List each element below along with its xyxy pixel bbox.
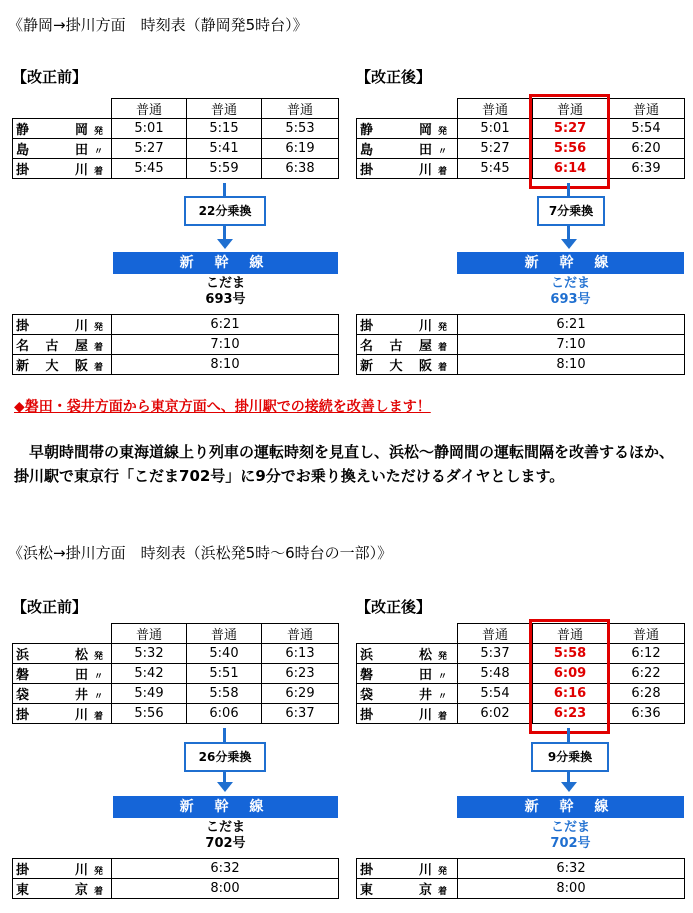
table-row xyxy=(13,879,339,899)
changed-time-cell: 6:16 xyxy=(533,684,608,704)
changed-time-cell: 6:09 xyxy=(533,664,608,684)
section2-title: 《浜松→掛川方面 時刻表（浜松発5時～6時台の一部）》 xyxy=(8,544,393,562)
section2-after-shin-table xyxy=(356,858,685,899)
time-cell: 6:06 xyxy=(187,704,262,724)
header-cell: 普通 xyxy=(608,99,685,119)
table-row xyxy=(13,159,339,179)
dep-mark: 〃 xyxy=(94,147,104,157)
train-name xyxy=(113,276,338,308)
time-cell: 5:45 xyxy=(458,159,533,179)
station-name: 浜松 xyxy=(16,648,88,663)
station-name: 島田 xyxy=(360,143,432,158)
time-cell: 7:10 xyxy=(458,335,685,355)
train-name xyxy=(457,820,684,852)
train-number: 693号 xyxy=(205,292,246,307)
section2-before-table xyxy=(12,623,339,724)
time-cell: 5:51 xyxy=(187,664,262,684)
transfer-box: 7分乗換 xyxy=(537,196,605,226)
time-cell: 6:21 xyxy=(458,315,685,335)
time-cell: 6:22 xyxy=(608,664,685,684)
station-name: 掛川 xyxy=(360,319,432,334)
transfer-box: 26分乗換 xyxy=(184,742,266,772)
table-row xyxy=(13,684,339,704)
table-row xyxy=(357,159,685,179)
dep-mark: 発 xyxy=(94,127,104,137)
arr-mark: 着 xyxy=(94,167,104,177)
table-row xyxy=(13,315,339,335)
arr-mark: 着 xyxy=(438,887,448,897)
time-cell: 5:32 xyxy=(112,644,187,664)
section2-after-label: 【改正後】 xyxy=(356,598,432,616)
time-cell: 7:10 xyxy=(112,335,339,355)
table-row xyxy=(357,315,685,335)
changed-time-cell: 6:14 xyxy=(533,159,608,179)
time-cell: 5:27 xyxy=(458,139,533,159)
time-cell: 5:58 xyxy=(187,684,262,704)
table-row xyxy=(357,335,685,355)
table-row xyxy=(13,644,339,664)
station-name: 名古屋 xyxy=(360,339,432,354)
station-name: 掛川 xyxy=(360,163,432,178)
header-cell: 普通 xyxy=(533,99,608,119)
time-cell: 6:36 xyxy=(608,704,685,724)
table-row xyxy=(13,859,339,879)
header-cell: 普通 xyxy=(458,624,533,644)
dep-mark: 〃 xyxy=(438,692,448,702)
time-cell: 6:23 xyxy=(262,664,339,684)
time-cell: 6:39 xyxy=(608,159,685,179)
train-name xyxy=(457,276,684,308)
time-cell: 5:45 xyxy=(112,159,187,179)
section2-after-table xyxy=(356,623,685,724)
time-cell: 8:10 xyxy=(458,355,685,375)
header-cell: 普通 xyxy=(187,99,262,119)
arrow-down-icon xyxy=(561,782,577,792)
time-cell: 5:42 xyxy=(112,664,187,684)
station-name: 島田 xyxy=(16,143,88,158)
arr-mark: 着 xyxy=(94,343,104,353)
station-name: 袋井 xyxy=(360,688,432,703)
time-cell: 5:01 xyxy=(458,119,533,139)
time-cell: 6:20 xyxy=(608,139,685,159)
shinkansen-bar: 新 幹 線 xyxy=(457,252,684,274)
arrow-line xyxy=(567,728,570,742)
section1-before-shin-table xyxy=(12,314,339,375)
arr-mark: 着 xyxy=(438,363,448,373)
arr-mark: 着 xyxy=(438,167,448,177)
shinkansen-bar: 新 幹 線 xyxy=(113,252,338,274)
time-cell: 6:32 xyxy=(112,859,339,879)
station-name: 磐田 xyxy=(16,668,88,683)
time-cell: 5:41 xyxy=(187,139,262,159)
table-row xyxy=(13,139,339,159)
train-name-text: こだま xyxy=(550,276,590,291)
dep-mark: 発 xyxy=(94,867,104,877)
changed-time-cell: 5:56 xyxy=(533,139,608,159)
time-cell: 6:28 xyxy=(608,684,685,704)
time-cell: 5:49 xyxy=(112,684,187,704)
arr-mark: 着 xyxy=(438,712,448,722)
time-cell: 6:38 xyxy=(262,159,339,179)
shinkansen-bar: 新 幹 線 xyxy=(457,796,684,818)
dep-mark: 発 xyxy=(438,127,448,137)
section1-before-table xyxy=(12,98,339,179)
dep-mark: 〃 xyxy=(94,692,104,702)
changed-time-cell: 5:58 xyxy=(533,644,608,664)
dep-mark: 発 xyxy=(438,652,448,662)
section1-after-table xyxy=(356,98,685,179)
dep-mark: 発 xyxy=(438,323,448,333)
time-cell: 8:10 xyxy=(112,355,339,375)
arr-mark: 着 xyxy=(94,363,104,373)
station-name: 掛川 xyxy=(360,863,432,878)
dep-mark: 〃 xyxy=(438,672,448,682)
section1-after-shin-table xyxy=(356,314,685,375)
table-row xyxy=(13,335,339,355)
dep-mark: 〃 xyxy=(94,672,104,682)
arr-mark: 着 xyxy=(94,887,104,897)
arrow-down-icon xyxy=(217,239,233,249)
dep-mark: 発 xyxy=(94,652,104,662)
header-cell: 普通 xyxy=(458,99,533,119)
table-row xyxy=(13,355,339,375)
time-cell: 5:56 xyxy=(112,704,187,724)
arrow-line xyxy=(223,224,226,240)
section1-title: 《静岡→掛川方面 時刻表（静岡発5時台）》 xyxy=(8,16,308,34)
table-row xyxy=(357,684,685,704)
table-row xyxy=(357,879,685,899)
header-cell: 普通 xyxy=(187,624,262,644)
station-name: 東京 xyxy=(16,883,88,898)
section2-before-label: 【改正前】 xyxy=(12,598,88,616)
station-name: 静岡 xyxy=(16,123,88,138)
train-number: 702号 xyxy=(205,836,246,851)
train-name-text: こだま xyxy=(205,820,245,835)
table-row xyxy=(357,355,685,375)
arr-mark: 着 xyxy=(94,712,104,722)
time-cell: 6:21 xyxy=(112,315,339,335)
time-cell: 6:19 xyxy=(262,139,339,159)
arrow-down-icon xyxy=(217,782,233,792)
table-row xyxy=(357,859,685,879)
time-cell: 6:29 xyxy=(262,684,339,704)
time-cell: 5:59 xyxy=(187,159,262,179)
time-cell: 5:48 xyxy=(458,664,533,684)
header-cell: 普通 xyxy=(112,624,187,644)
time-cell: 5:53 xyxy=(262,119,339,139)
dep-mark: 発 xyxy=(438,867,448,877)
station-name: 浜松 xyxy=(360,648,432,663)
time-cell: 6:12 xyxy=(608,644,685,664)
station-name: 静岡 xyxy=(360,123,432,138)
station-name: 掛川 xyxy=(16,163,88,178)
arrow-line xyxy=(223,183,226,196)
highlight-frame xyxy=(529,619,610,734)
table-row xyxy=(13,704,339,724)
station-name: 袋井 xyxy=(16,688,88,703)
dep-mark: 発 xyxy=(94,323,104,333)
time-cell: 5:15 xyxy=(187,119,262,139)
station-name: 東京 xyxy=(360,883,432,898)
changed-time-cell: 6:23 xyxy=(533,704,608,724)
table-row xyxy=(357,119,685,139)
table-row xyxy=(357,664,685,684)
header-cell: 普通 xyxy=(262,99,339,119)
table-row xyxy=(13,664,339,684)
station-name: 掛川 xyxy=(16,863,88,878)
station-name: 掛川 xyxy=(16,708,88,723)
header-cell: 普通 xyxy=(262,624,339,644)
transfer-box: 9分乗換 xyxy=(531,742,609,772)
arrow-line xyxy=(567,183,570,196)
time-cell: 8:00 xyxy=(458,879,685,899)
notice-heading: ◆磐田・袋井方面から東京方面へ、掛川駅での接続を改善します！ xyxy=(14,399,431,415)
table-row xyxy=(357,139,685,159)
header-cell: 普通 xyxy=(608,624,685,644)
time-cell: 5:37 xyxy=(458,644,533,664)
dep-mark: 〃 xyxy=(438,147,448,157)
arrow-line xyxy=(567,224,570,240)
train-name-text: こだま xyxy=(205,276,245,291)
arrow-line xyxy=(223,728,226,742)
train-number: 693号 xyxy=(550,292,591,307)
table-row xyxy=(357,704,685,724)
header-cell: 普通 xyxy=(533,624,608,644)
station-name: 新大阪 xyxy=(16,359,88,374)
station-name: 磐田 xyxy=(360,668,432,683)
arrow-down-icon xyxy=(561,239,577,249)
time-cell: 6:13 xyxy=(262,644,339,664)
table-row xyxy=(357,644,685,664)
train-name xyxy=(113,820,338,852)
header-cell: 普通 xyxy=(112,99,187,119)
section1-before-label: 【改正前】 xyxy=(12,68,88,86)
time-cell: 6:32 xyxy=(458,859,685,879)
station-name: 掛川 xyxy=(360,708,432,723)
station-name: 掛川 xyxy=(16,319,88,334)
train-number: 702号 xyxy=(550,836,591,851)
transfer-box: 22分乗換 xyxy=(184,196,266,226)
arr-mark: 着 xyxy=(438,343,448,353)
section2-before-shin-table xyxy=(12,858,339,899)
time-cell: 5:54 xyxy=(458,684,533,704)
station-name: 新大阪 xyxy=(360,359,432,374)
description-paragraph: 早朝時間帯の東海道線上り列車の運転時刻を見直し、浜松～静岡間の運転間隔を改善するほか、掛川駅で東京行「こだま702号」に9分でお乗り換えいただけるダイヤとします。 xyxy=(14,443,675,485)
time-cell: 6:02 xyxy=(458,704,533,724)
changed-time-cell: 5:27 xyxy=(533,119,608,139)
time-cell: 5:40 xyxy=(187,644,262,664)
section1-after-label: 【改正後】 xyxy=(356,68,432,86)
time-cell: 5:27 xyxy=(112,139,187,159)
station-name: 名古屋 xyxy=(16,339,88,354)
time-cell: 8:00 xyxy=(112,879,339,899)
time-cell: 6:37 xyxy=(262,704,339,724)
time-cell: 5:01 xyxy=(112,119,187,139)
train-name-text: こだま xyxy=(550,820,590,835)
time-cell: 5:54 xyxy=(608,119,685,139)
shinkansen-bar: 新 幹 線 xyxy=(113,796,338,818)
highlight-frame xyxy=(529,94,610,189)
table-row xyxy=(13,119,339,139)
